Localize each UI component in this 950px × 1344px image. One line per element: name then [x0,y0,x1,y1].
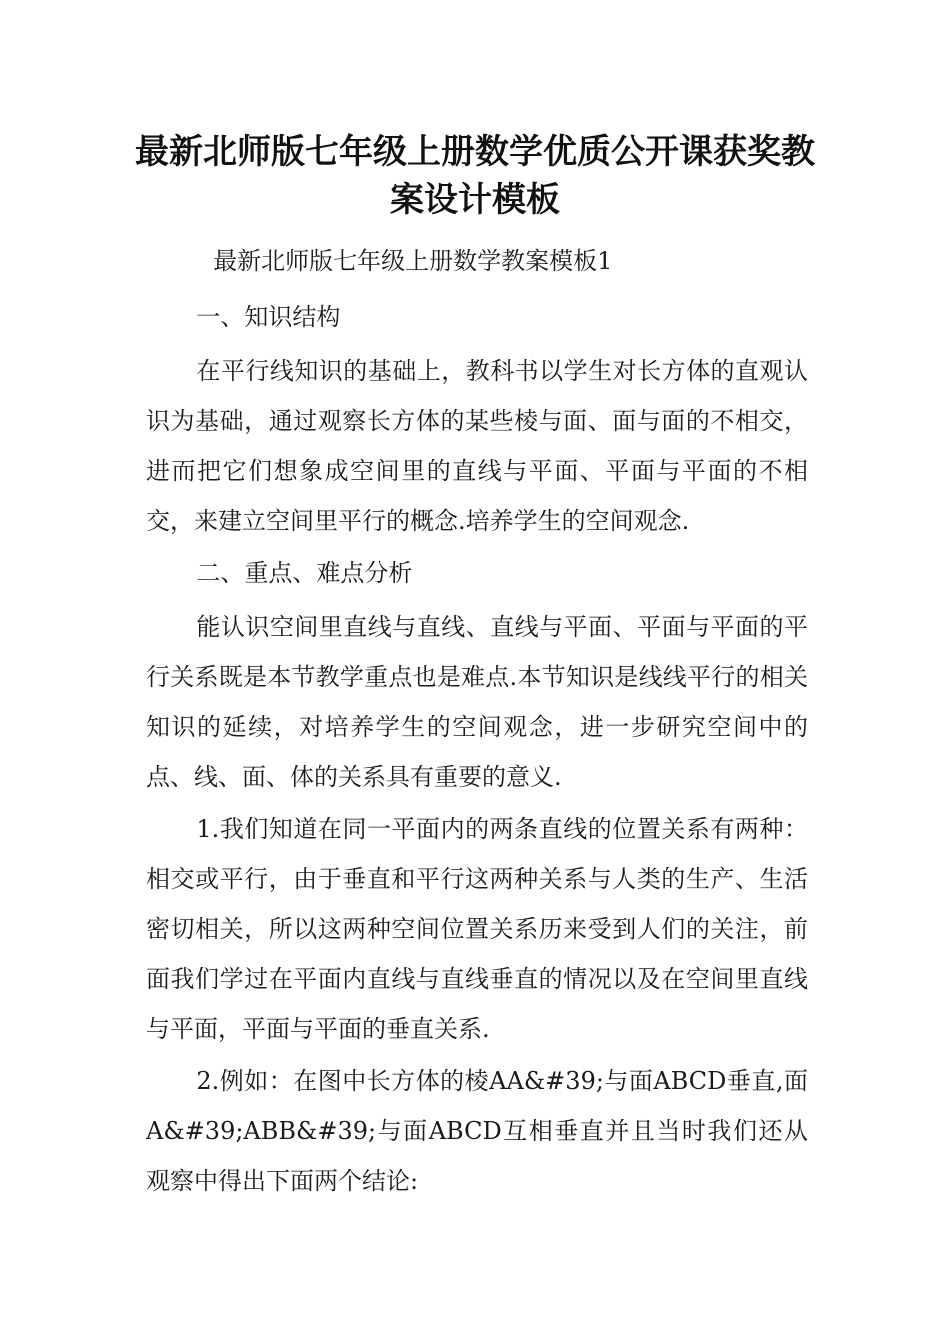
paragraph-point-1: 1.我们知道在同一平面内的两条直线的位置关系有两种：相交或平行，由于垂直和平行这两种关系与人类的生产、生活密切相关，所以这两种空间位置关系历来受到人们的关注，前面我们学过在平面内直线与直线垂直的情况以及在空间里直线与平面，平面与平面的垂直关系. [146,815,808,1043]
document-subtitle: 最新北师版七年级上册数学教案模板1 [213,247,613,275]
section-heading-key-points: 二、重点、难点分析 [196,559,413,587]
paragraph-key-points: 能认识空间里直线与直线、直线与平面、平面与平面的平行关系既是本节教学重点也是难点.本节知识是线线平行的相关知识的延续，对培养学生的空间观念，进一步研究空间中的点、线、面、体的关系具有重要的意义. [146,613,808,791]
document-body [146,236,808,1208]
paragraph-knowledge-structure: 在平行线知识的基础上，教科书以学生对长方体的直观认识为基础，通过观察长方体的某些棱与面、面与面的不相交，进而把它们想象成空间里的直线与平面、平面与平面的不相交，来建立空间里平行的概念.培养学生的空间观念. [146,357,808,535]
document-title: 最新北师版七年级上册数学优质公开课获奖教案设计模板 [135,132,815,220]
paragraph-point-2: 2.例如：在图中长方体的棱AA&#39;与面ABCD垂直,面A&#39;ABB&#39;与面ABCD互相垂直并且当时我们还从观察中得出下面两个结论: [146,1067,808,1195]
section-heading-knowledge-structure: 一、知识结构 [196,303,341,331]
